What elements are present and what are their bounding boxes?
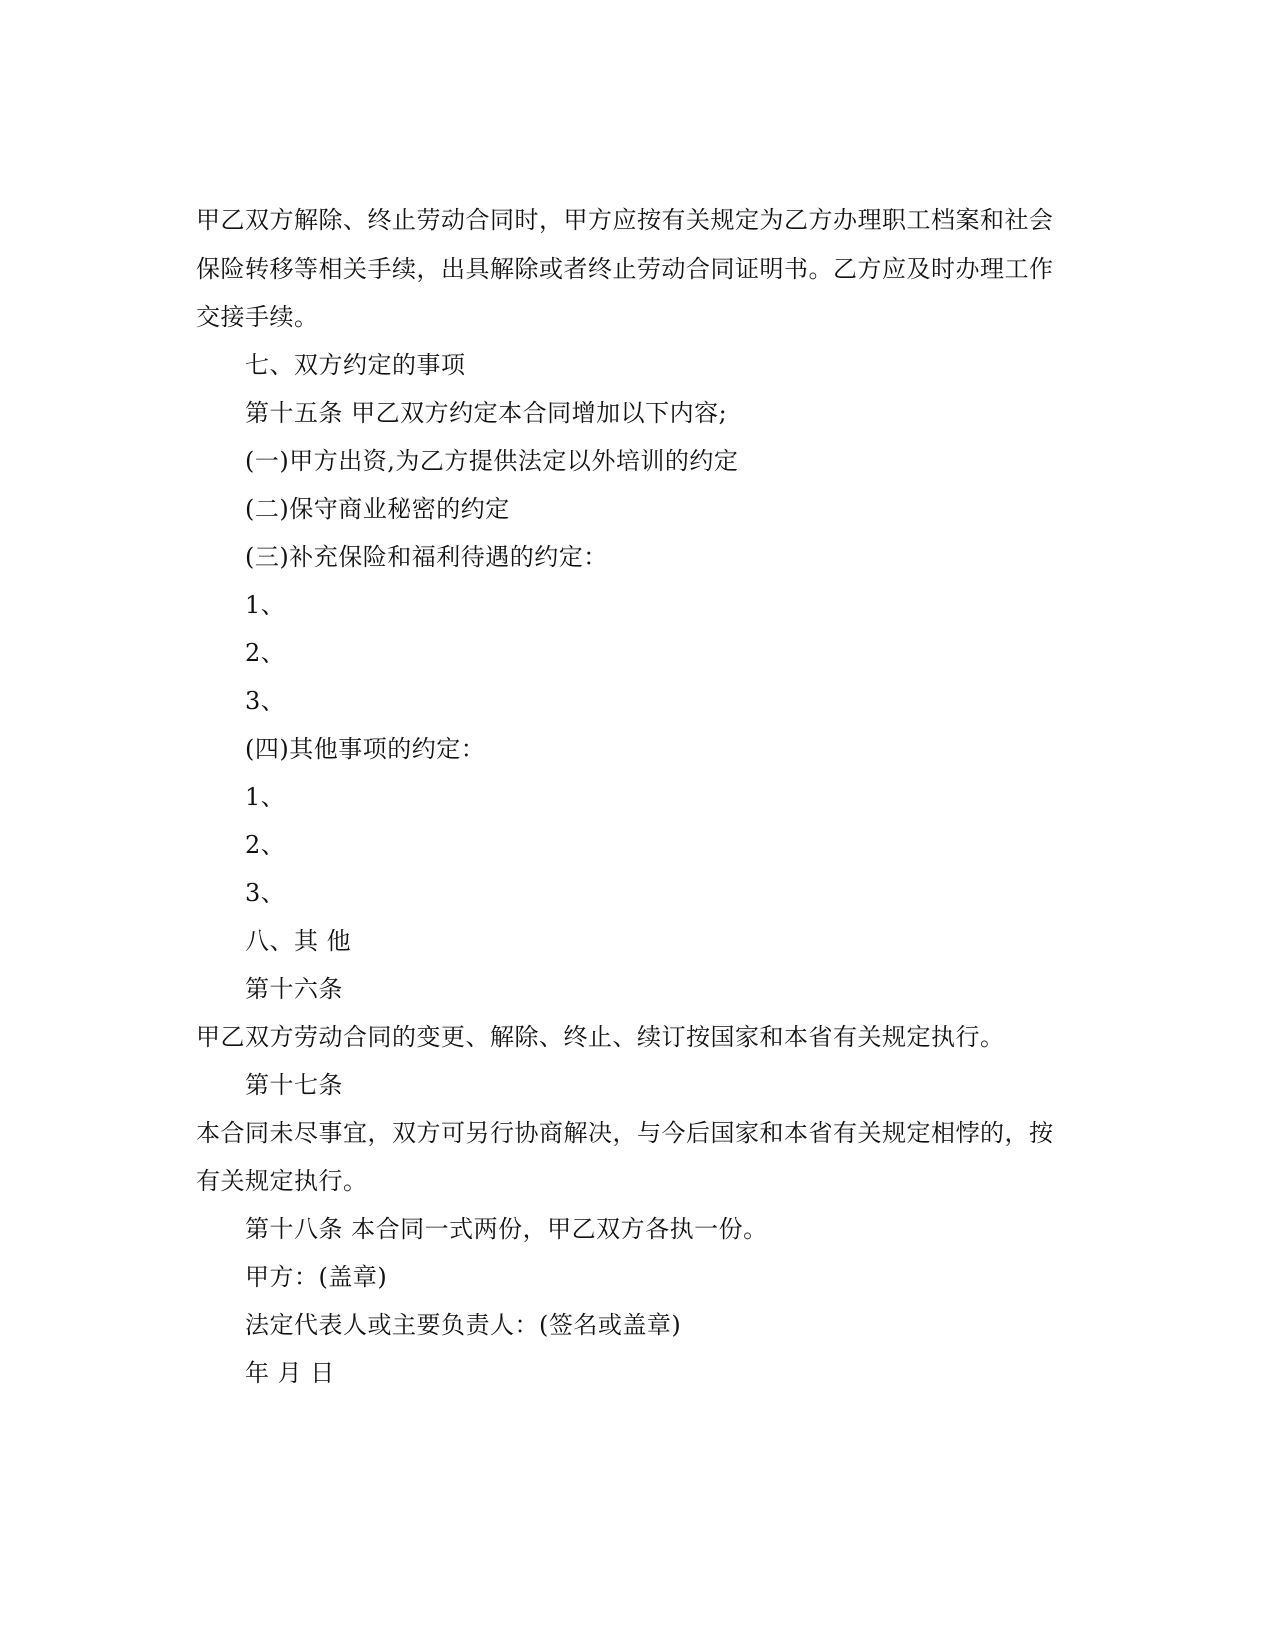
list-item: 3、 (245, 687, 286, 715)
signature-line: 法定代表人或主要负责人：(签名或盖章) (245, 1311, 682, 1339)
article-line: 第十六条 (245, 975, 343, 1003)
date-line: 年 月 日 (245, 1359, 335, 1387)
paragraph-line: 有关规定执行。 (196, 1167, 368, 1195)
list-item: 1、 (245, 591, 286, 619)
section-heading: 七、双方约定的事项 (245, 351, 466, 379)
article-line: 第十五条 甲乙双方约定本合同增加以下内容; (245, 399, 728, 427)
clause-line: (四)其他事项的约定： (245, 735, 486, 763)
article-line: 第十七条 (245, 1071, 343, 1099)
list-item: 2、 (245, 639, 286, 667)
clause-line: (三)补充保险和福利待遇的约定： (245, 543, 608, 571)
section-heading: 八、其 他 (245, 927, 352, 955)
paragraph-line: 交接手续。 (196, 303, 319, 331)
signature-line: 甲方：(盖章) (245, 1263, 388, 1291)
paragraph-line: 甲乙双方劳动合同的变更、解除、终止、续订按国家和本省有关规定执行。 (196, 1023, 1005, 1051)
list-item: 2、 (245, 831, 286, 859)
paragraph-line: 本合同未尽事宜，双方可另行协商解决，与今后国家和本省有关规定相悖的，按 (196, 1119, 1054, 1147)
clause-line: (二)保守商业秘密的约定 (245, 495, 510, 523)
list-item: 3、 (245, 879, 286, 907)
paragraph-line: 保险转移等相关手续，出具解除或者终止劳动合同证明书。乙方应及时办理工作 (196, 255, 1054, 283)
article-line: 第十八条 本合同一式两份，甲乙双方各执一份。 (245, 1215, 768, 1243)
clause-line: (一)甲方出资,为乙方提供法定以外培训的约定 (245, 447, 739, 475)
paragraph-line: 甲乙双方解除、终止劳动合同时，甲方应按有关规定为乙方办理职工档案和社会 (196, 206, 1054, 234)
list-item: 1、 (245, 783, 286, 811)
